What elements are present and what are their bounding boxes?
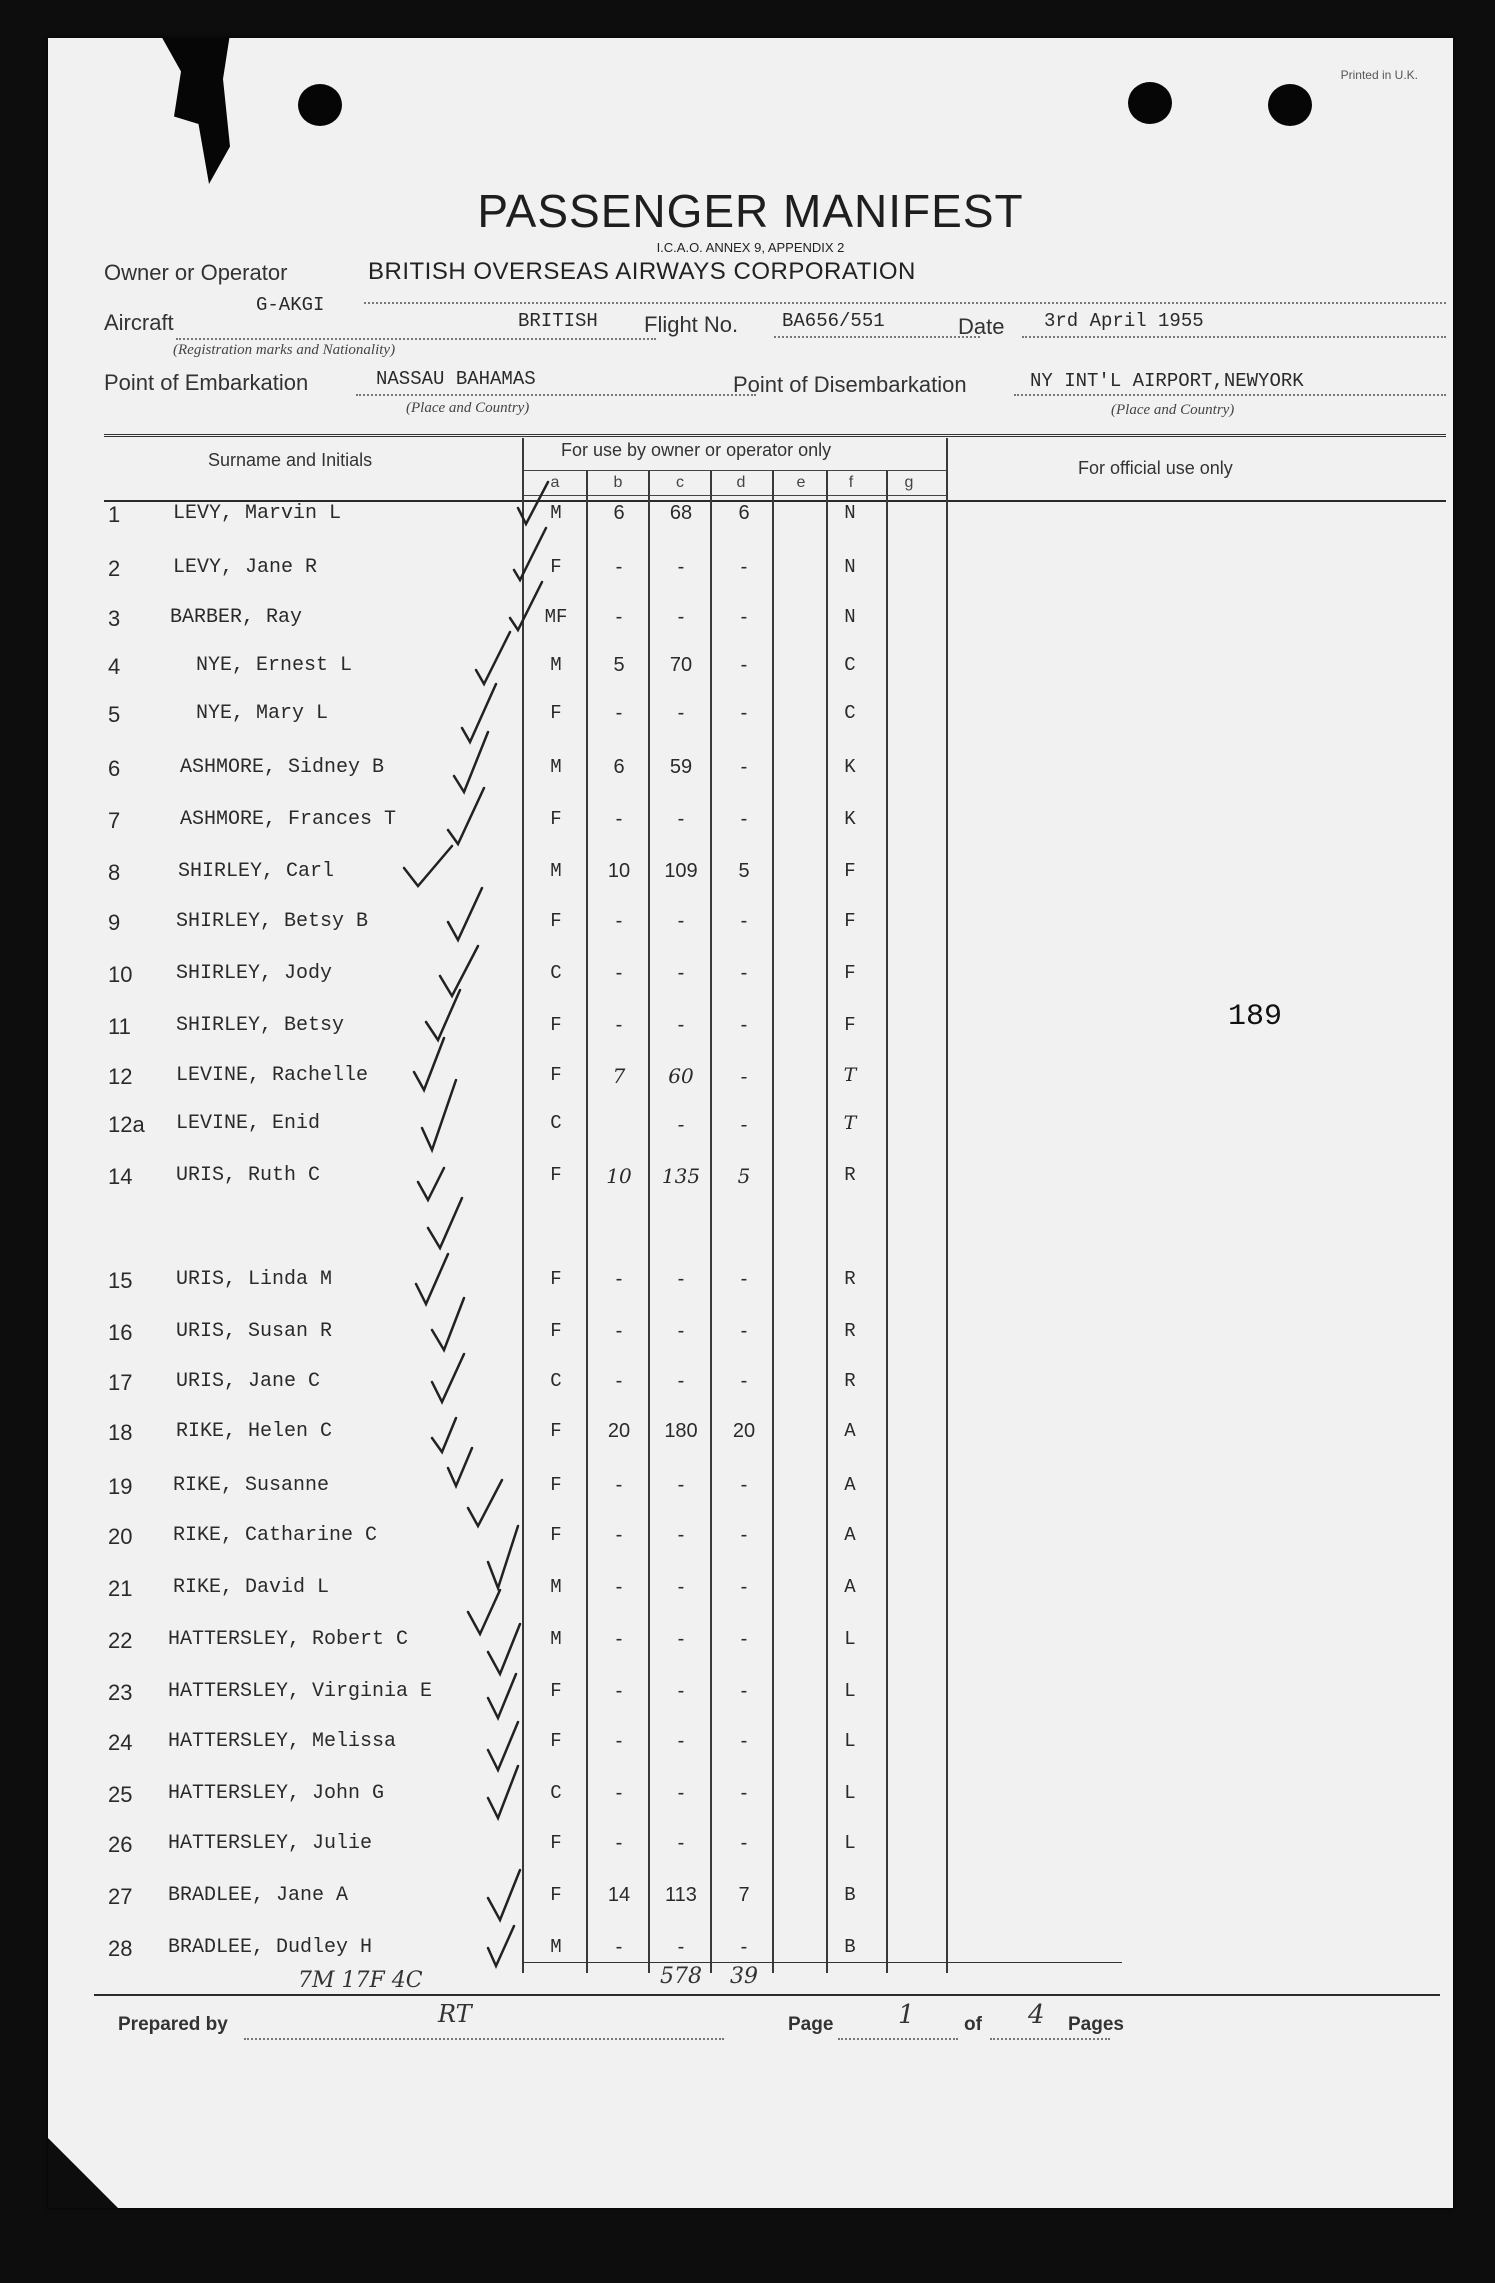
cell-c: - (677, 1320, 685, 1342)
prepared-by-line (244, 2038, 724, 2040)
passenger-name: URIS, Linda M (176, 1268, 333, 1291)
passenger-name: LEVY, Jane R (173, 556, 318, 579)
passenger-name: BRADLEE, Dudley H (168, 1936, 373, 1959)
cell-a: M (550, 502, 562, 524)
row-number: 2 (108, 556, 121, 581)
cell-b: 6 (613, 502, 625, 524)
row-number: 26 (108, 1832, 133, 1857)
subcol-f: f (848, 474, 854, 491)
cell-a: F (550, 1832, 562, 1854)
cell-d: - (740, 1064, 748, 1088)
col-header-name: Surname and Initials (208, 450, 373, 470)
cell-b: - (615, 1320, 623, 1342)
row-number: 10 (108, 962, 133, 987)
cell-a: M (550, 860, 562, 882)
check-icon (416, 1254, 448, 1304)
cell-c: - (677, 1680, 685, 1702)
cell-b: 5 (613, 654, 625, 676)
row-number: 23 (108, 1680, 133, 1705)
passenger-name: RIKE, Helen C (176, 1420, 333, 1443)
passenger-name: URIS, Jane C (176, 1370, 321, 1393)
row-number: 7 (108, 808, 121, 833)
cell-c: - (677, 808, 685, 830)
cell-a: F (550, 702, 562, 724)
cell-c: - (677, 1014, 685, 1036)
check-icon (488, 1870, 520, 1920)
cell-f: F (844, 860, 856, 882)
cell-b: - (615, 556, 623, 578)
check-icon (432, 1298, 464, 1350)
cell-b: - (615, 1782, 623, 1804)
cell-d: - (740, 1268, 748, 1290)
cell-b: 10 (606, 1164, 632, 1188)
page-label: Page (788, 2014, 834, 2035)
cell-f: F (844, 1014, 856, 1036)
cell-b: - (615, 1936, 623, 1958)
cell-b: 7 (612, 1064, 626, 1088)
row-number: 4 (108, 654, 121, 679)
row-number: 28 (108, 1936, 133, 1961)
flight-label: Flight No. (644, 312, 739, 337)
check-icon (468, 1480, 502, 1526)
cell-b: - (615, 1474, 623, 1496)
disembarkation-note: (Place and Country) (1111, 402, 1235, 418)
cell-b: - (615, 1680, 623, 1702)
cell-d: - (740, 702, 748, 724)
cell-f: N (844, 606, 856, 628)
cell-f: T (843, 1064, 857, 1086)
passenger-name: ASHMORE, Sidney B (180, 756, 385, 779)
flight-number: BA656/551 (782, 310, 885, 332)
cell-d: - (740, 1112, 748, 1136)
cell-d: - (740, 962, 748, 984)
cell-f: F (844, 910, 856, 932)
cell-f: A (844, 1576, 856, 1598)
cell-b: - (615, 1832, 623, 1854)
row-number: 1 (108, 502, 121, 527)
cell-f: A (844, 1524, 856, 1546)
date-label: Date (958, 314, 1005, 339)
manifest-sheet (48, 38, 1453, 2208)
cell-a: M (550, 1936, 562, 1958)
passenger-name: LEVINE, Enid (176, 1112, 321, 1135)
check-icon (488, 1674, 516, 1718)
cell-f: B (844, 1884, 856, 1906)
cell-b: - (615, 1014, 623, 1036)
check-icon (488, 1926, 514, 1966)
cell-d: - (740, 910, 748, 932)
cell-f: R (844, 1164, 856, 1186)
embarkation-value: NASSAU BAHAMAS (376, 368, 536, 390)
cell-c: 135 (661, 1164, 701, 1188)
check-icon (432, 1418, 456, 1452)
passenger-name: NYE, Ernest L (196, 654, 353, 677)
cell-d: - (740, 808, 748, 830)
cell-d: - (740, 1936, 748, 1958)
row-number: 12 (108, 1064, 133, 1089)
cell-a: F (550, 1320, 562, 1342)
cell-b: - (615, 606, 623, 628)
row-number: 9 (108, 910, 121, 935)
cell-d: - (740, 1832, 748, 1854)
cell-a: F (550, 1014, 562, 1036)
row-number: 8 (108, 860, 121, 885)
cell-c: 180 (664, 1420, 698, 1442)
cell-d: - (740, 1370, 748, 1392)
cell-c: - (677, 556, 685, 578)
cell-d: - (740, 1782, 748, 1804)
check-icon (488, 1766, 518, 1818)
cell-b: 6 (613, 756, 625, 778)
passenger-name: BRADLEE, Jane A (168, 1884, 349, 1907)
cell-f: N (844, 502, 856, 524)
cell-a: MF (544, 606, 568, 628)
cell-d: - (740, 1320, 748, 1342)
passenger-name: HATTERSLEY, Virginia E (168, 1680, 433, 1703)
check-icon (488, 1526, 518, 1588)
subcol-b: b (613, 474, 623, 491)
cell-d: - (740, 756, 748, 778)
disembarkation-value: NY INT'L AIRPORT,NEWYORK (1030, 370, 1304, 392)
aircraft-note: (Registration marks and Nationality) (173, 342, 396, 358)
passenger-name: NYE, Mary L (196, 702, 329, 725)
cell-b: - (615, 1370, 623, 1392)
cell-b: 10 (607, 860, 631, 882)
check-icon (448, 788, 484, 844)
row-number: 11 (108, 1014, 131, 1039)
row-number: 14 (108, 1164, 133, 1189)
cell-d: - (740, 1730, 748, 1752)
aircraft-label: Aircraft (104, 310, 174, 335)
cell-a: C (550, 962, 562, 984)
cell-f: K (844, 756, 856, 778)
cell-c: 113 (665, 1884, 697, 1906)
row-number: 20 (108, 1524, 133, 1549)
cell-c: - (677, 910, 685, 932)
passenger-name: URIS, Ruth C (176, 1164, 321, 1187)
cell-a: C (550, 1370, 562, 1392)
cell-d: - (740, 556, 748, 578)
cell-b: - (615, 1524, 623, 1546)
row-number: 19 (108, 1474, 133, 1499)
passenger-name: RIKE, Susanne (173, 1474, 330, 1497)
cell-b: - (615, 1268, 623, 1290)
subcol-d: d (736, 474, 746, 491)
row-number: 18 (108, 1420, 133, 1445)
cell-f: A (844, 1474, 856, 1496)
cell-c: - (677, 1628, 685, 1650)
owner-label: Owner or Operator (104, 260, 288, 285)
cell-a: M (550, 1576, 562, 1598)
cell-a: F (550, 910, 562, 932)
cell-f: C (844, 702, 856, 724)
cell-a: F (550, 556, 562, 578)
check-icon (514, 528, 546, 580)
cell-c: - (677, 1576, 685, 1598)
cell-c: - (677, 1268, 685, 1290)
cell-d: - (740, 1628, 748, 1650)
cell-b: 20 (607, 1420, 631, 1442)
passenger-name: SHIRLEY, Carl (178, 860, 335, 883)
cell-c: - (677, 606, 685, 628)
check-icon (488, 1624, 520, 1674)
subcol-e: e (796, 474, 806, 491)
check-icon (404, 846, 452, 886)
cell-d: - (740, 1524, 748, 1546)
owner-value: BRITISH OVERSEAS AIRWAYS CORPORATION (368, 258, 916, 285)
check-icon (510, 582, 542, 630)
check-icon (428, 1198, 462, 1248)
row-number: 15 (108, 1268, 133, 1293)
check-icon (448, 888, 482, 940)
check-icon (432, 1354, 464, 1402)
cell-f: R (844, 1370, 856, 1392)
subcol-c: c (676, 474, 684, 491)
passenger-name: HATTERSLEY, Melissa (168, 1730, 397, 1753)
cell-c: 109 (664, 860, 698, 882)
cell-f: L (844, 1782, 856, 1804)
cell-c: - (677, 702, 685, 724)
cell-f: A (844, 1420, 856, 1442)
cell-a: F (550, 1884, 562, 1906)
totals-note: 7M 17F 4C (298, 1968, 423, 1993)
passenger-name: URIS, Susan R (176, 1320, 333, 1343)
cell-f: C (844, 654, 856, 676)
official-stamp: 189 (1228, 1000, 1283, 1034)
disembarkation-label: Point of Disembarkation (733, 372, 967, 397)
cell-b: - (615, 1576, 623, 1598)
cell-d: 5 (738, 860, 750, 882)
check-icon (462, 684, 496, 742)
subcol-a: a (550, 474, 560, 491)
subcol-g: g (904, 474, 914, 491)
form-title: PASSENGER MANIFEST (477, 185, 1024, 237)
passenger-name: HATTERSLEY, John G (168, 1782, 385, 1805)
cell-b: 14 (607, 1884, 631, 1906)
row-number: 3 (108, 606, 121, 631)
cell-c: 68 (669, 502, 693, 524)
cell-b: - (615, 1628, 623, 1650)
cell-d: - (740, 606, 748, 628)
date-value: 3rd April 1955 (1044, 310, 1204, 332)
passenger-name: BARBER, Ray (170, 606, 303, 629)
passenger-name: RIKE, Catharine C (173, 1524, 378, 1547)
cell-f: T (843, 1112, 857, 1134)
passenger-name: LEVY, Marvin L (173, 502, 342, 525)
passenger-name: ASHMORE, Frances T (180, 808, 397, 831)
check-icon (518, 482, 548, 524)
row-number: 25 (108, 1782, 133, 1807)
cell-f: F (844, 962, 856, 984)
row-number: 27 (108, 1884, 133, 1909)
cell-a: M (550, 756, 562, 778)
cell-f: L (844, 1680, 856, 1702)
embarkation-note: (Place and Country) (406, 400, 530, 416)
prepared-by-label: Prepared by (118, 2014, 228, 2035)
cell-f: L (844, 1730, 856, 1752)
aircraft-registration: G-AKGI (256, 294, 325, 316)
passenger-name: HATTERSLEY, Julie (168, 1832, 373, 1855)
cell-c: - (677, 1832, 685, 1854)
cell-a: F (550, 1680, 562, 1702)
check-marks (48, 38, 1453, 2208)
row-number: 22 (108, 1628, 133, 1653)
check-icon (426, 990, 460, 1040)
cell-a: C (550, 1112, 562, 1134)
aircraft-nationality: BRITISH (518, 310, 598, 332)
cell-f: B (844, 1936, 856, 1958)
cell-c: - (677, 1112, 685, 1136)
passenger-name: SHIRLEY, Betsy (176, 1014, 345, 1037)
cell-a: M (550, 654, 562, 676)
cell-c: - (677, 1936, 685, 1958)
check-icon (488, 1722, 518, 1770)
cell-b: - (615, 1730, 623, 1752)
cell-b: - (615, 702, 623, 724)
cell-c: 70 (669, 654, 693, 676)
cell-f: N (844, 556, 856, 578)
passenger-name: SHIRLEY, Jody (176, 962, 333, 985)
check-icon (418, 1168, 444, 1200)
cell-d: - (740, 1014, 748, 1036)
cell-a: F (550, 1268, 562, 1290)
cell-c: 59 (669, 756, 693, 778)
passenger-name: HATTERSLEY, Robert C (168, 1628, 409, 1651)
prepared-by-value: RT (438, 2000, 472, 2028)
cell-b: - (615, 910, 623, 932)
page-line (838, 2038, 958, 2040)
cell-d: - (740, 1474, 748, 1496)
cell-f: K (844, 808, 856, 830)
cell-d: - (740, 1680, 748, 1702)
cell-b: - (615, 962, 623, 984)
cell-c: - (677, 1524, 685, 1546)
cell-c: - (677, 1782, 685, 1804)
cell-c: - (677, 1370, 685, 1392)
cell-f: L (844, 1628, 856, 1650)
check-icon (440, 946, 478, 996)
total-d: 39 (730, 1964, 758, 1989)
cell-c: - (677, 1474, 685, 1496)
cell-a: F (550, 1474, 562, 1496)
check-icon (422, 1080, 456, 1150)
col-header-official: For official use only (1078, 458, 1233, 478)
cell-d: 5 (737, 1164, 751, 1188)
col-header-operator: For use by owner or operator only (561, 440, 832, 460)
cell-b: - (615, 808, 623, 830)
cell-f: R (844, 1268, 856, 1290)
cell-d: - (740, 1576, 748, 1598)
cell-f: L (844, 1832, 856, 1854)
row-number: 6 (108, 756, 121, 781)
row-number: 24 (108, 1730, 133, 1755)
check-icon (448, 1448, 472, 1486)
row-number: 12a (108, 1112, 145, 1137)
of-line (990, 2038, 1110, 2040)
cell-f: R (844, 1320, 856, 1342)
check-icon (468, 1590, 500, 1634)
passenger-name: LEVINE, Rachelle (176, 1064, 369, 1087)
cell-a: F (550, 1064, 562, 1086)
cell-d: 20 (732, 1420, 756, 1442)
pages-label: Pages (1068, 2014, 1124, 2035)
cell-d: 6 (738, 502, 750, 524)
cell-c: 60 (668, 1064, 694, 1088)
cell-a: C (550, 1782, 562, 1804)
of-label: of (964, 2014, 982, 2035)
embarkation-label: Point of Embarkation (104, 370, 309, 395)
passenger-name: RIKE, David L (173, 1576, 330, 1599)
form-subtitle: I.C.A.O. ANNEX 9, APPENDIX 2 (656, 240, 845, 255)
of-value: 4 (1028, 2000, 1045, 2030)
check-icon (414, 1038, 444, 1090)
cell-a: F (550, 1524, 562, 1546)
row-number: 16 (108, 1320, 133, 1345)
page-value: 1 (898, 2000, 915, 2030)
cell-d: 7 (738, 1884, 750, 1906)
cell-a: F (550, 1164, 562, 1186)
cell-a: M (550, 1628, 562, 1650)
row-number: 17 (108, 1370, 133, 1395)
row-number: 21 (108, 1576, 133, 1601)
cell-c: - (677, 962, 685, 984)
cell-a: F (550, 808, 562, 830)
cell-a: F (550, 1730, 562, 1752)
check-icon (476, 632, 510, 684)
row-number: 5 (108, 702, 121, 727)
cell-c: - (677, 1730, 685, 1752)
cell-d: - (740, 654, 748, 676)
passenger-name: SHIRLEY, Betsy B (176, 910, 369, 933)
printer-mark: Printed in U.K. (1340, 68, 1418, 82)
cell-a: F (550, 1420, 562, 1442)
total-c: 578 (660, 1964, 702, 1989)
